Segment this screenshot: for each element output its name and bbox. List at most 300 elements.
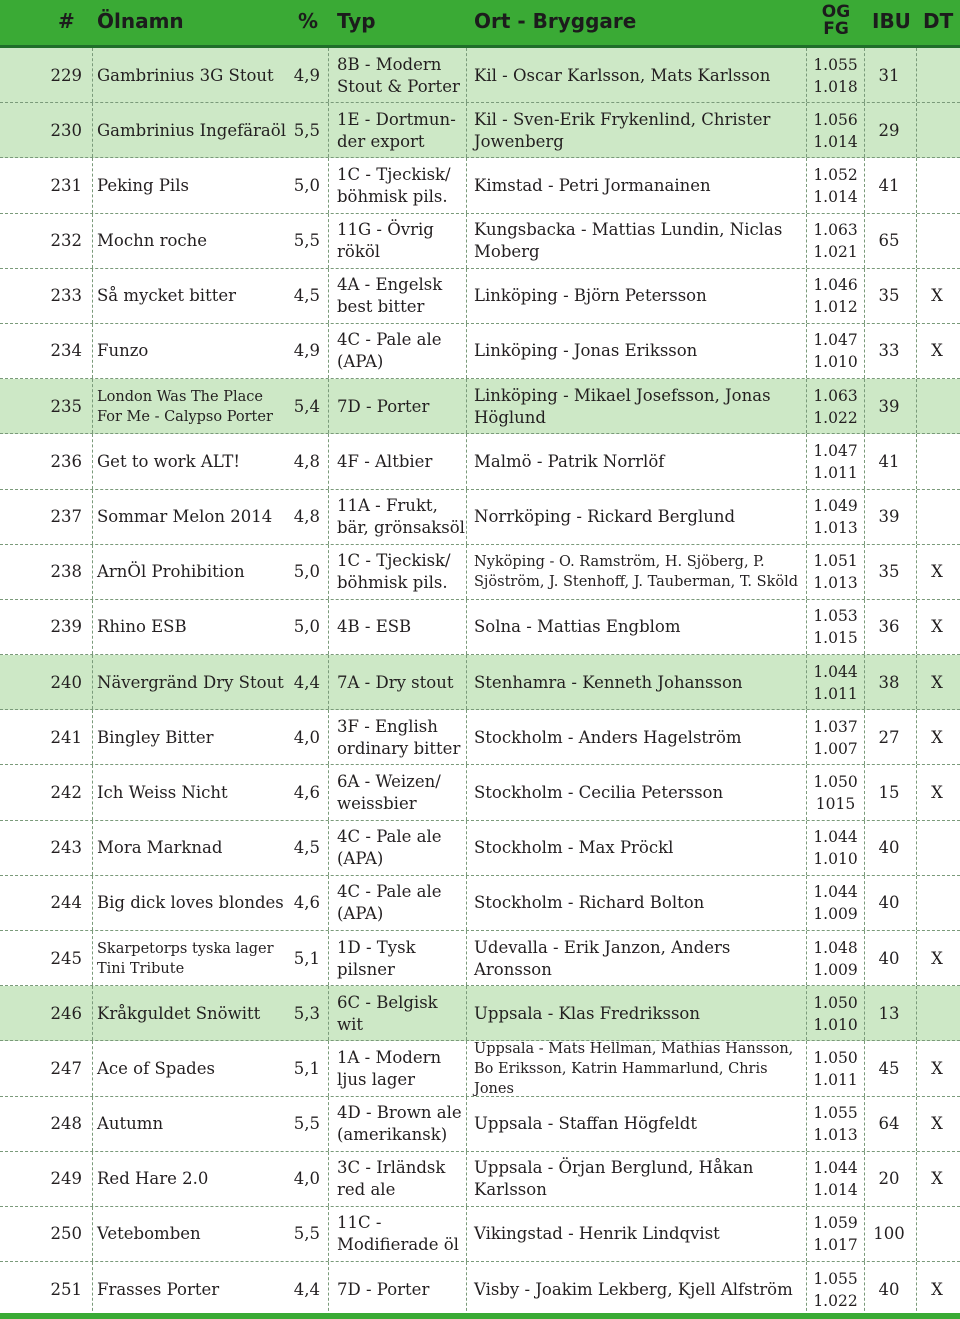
fg-value: 1.011: [813, 463, 858, 482]
beer-name: Rhino ESB: [97, 617, 187, 637]
fg-value: 1.022: [813, 408, 858, 427]
column-divider: [328, 1262, 329, 1316]
location-brewer: Linköping - Björn Petersson: [474, 286, 707, 306]
abv: 4,4: [293, 1279, 320, 1299]
abv: 4,6: [293, 782, 320, 802]
beer-name: Nävergränd Dry Stout: [97, 672, 284, 692]
location-brewer: Stenhamra - Kenneth Johansson: [474, 672, 743, 692]
column-divider: [864, 600, 865, 654]
beer-name: Peking Pils: [97, 175, 189, 195]
column-divider: [806, 103, 807, 157]
column-divider: [916, 1041, 917, 1095]
beer-name: Get to work ALT!: [97, 451, 240, 471]
location-brewer: Uppsala - Örjan Berglund, Håkan Karlsson: [474, 1158, 754, 1200]
table-row: [0, 765, 960, 820]
ibu: 41: [878, 451, 900, 471]
table-row: [0, 876, 960, 931]
column-divider: [806, 214, 807, 268]
dt-mark: [920, 490, 954, 545]
row-number: 248: [50, 1114, 82, 1134]
beer-name: Kråkguldet Snöwitt: [97, 1003, 261, 1023]
abv: 5,0: [293, 175, 320, 195]
beer-name: Funzo: [97, 341, 149, 361]
dt-mark: X: [931, 948, 943, 968]
column-divider: [92, 986, 93, 1040]
fg-value: 1.014: [813, 132, 858, 151]
dt-mark: [920, 821, 954, 876]
column-divider: [92, 876, 93, 930]
beer-name: Ace of Spades: [97, 1058, 215, 1078]
header-ibu: IBU: [872, 9, 911, 33]
location-brewer: Linköping - Jonas Eriksson: [474, 341, 698, 361]
column-divider: [806, 876, 807, 930]
column-divider: [328, 1097, 329, 1151]
row-number: 238: [50, 562, 82, 582]
fg-value: 1.011: [813, 684, 858, 703]
column-divider: [466, 876, 467, 930]
beer-style: 4D - Brown ale (amerikansk): [337, 1103, 462, 1145]
fg-value: 1015: [815, 794, 856, 813]
column-divider: [916, 765, 917, 819]
og-value: 1.055: [813, 55, 858, 74]
row-number: 239: [50, 617, 82, 637]
abv: 5,1: [293, 1058, 320, 1078]
column-divider: [466, 765, 467, 819]
column-divider: [92, 1041, 93, 1095]
column-divider: [92, 379, 93, 433]
column-divider: [916, 269, 917, 323]
column-divider: [92, 269, 93, 323]
location-brewer: Kimstad - Petri Jormanainen: [474, 175, 711, 195]
table-row: [0, 1152, 960, 1207]
column-divider: [328, 48, 329, 102]
column-divider: [328, 821, 329, 875]
column-divider: [328, 103, 329, 157]
location-brewer: Solna - Mattias Engblom: [474, 617, 681, 637]
beer-style: 7D - Porter: [337, 396, 430, 416]
column-divider: [328, 434, 329, 488]
location-brewer: Uppsala - Mats Hellman, Mathias Hansson, Bo Eriksson, Katrin Hammarlund, Chris Jones: [474, 1040, 794, 1097]
row-number: 241: [50, 727, 82, 747]
column-divider: [466, 1262, 467, 1316]
table-row: [0, 986, 960, 1041]
column-divider: [466, 821, 467, 875]
og-fg: [808, 986, 863, 1041]
fg-value: 1.010: [813, 1015, 858, 1034]
og-value: 1.044: [813, 662, 858, 681]
fg-value: 1.014: [813, 1181, 858, 1200]
og-value: 1.044: [813, 883, 858, 902]
beer-style: 11G - Övrig rököl: [337, 220, 434, 262]
column-divider: [328, 269, 329, 323]
column-divider: [864, 1097, 865, 1151]
og-fg: [808, 48, 863, 103]
column-divider: [864, 545, 865, 599]
location-brewer: Norrköping - Rickard Berglund: [474, 507, 736, 526]
column-divider: [916, 324, 917, 378]
column-divider: [92, 1207, 93, 1261]
row-number: 246: [50, 1003, 82, 1023]
row-number: 244: [50, 893, 82, 913]
beer-name: Autumn: [97, 1114, 164, 1134]
column-divider: [864, 931, 865, 985]
ibu: 35: [878, 286, 900, 306]
column-divider: [328, 765, 329, 819]
og-value: 1.055: [813, 1269, 858, 1288]
abv: 5,1: [293, 948, 320, 968]
og-fg: [808, 490, 863, 545]
table-row: [0, 1097, 960, 1152]
column-divider: [92, 765, 93, 819]
og-fg: [808, 600, 863, 655]
abv: 4,8: [293, 507, 320, 526]
table-row: [0, 931, 960, 986]
column-divider: [466, 545, 467, 599]
column-divider: [806, 1152, 807, 1206]
beer-name: Mochn roche: [97, 231, 208, 251]
beer-style: 8B - Modern Stout & Porter: [337, 54, 460, 96]
abv: 4,6: [293, 893, 320, 913]
table-row: [0, 490, 960, 545]
column-divider: [806, 765, 807, 819]
column-divider: [806, 1262, 807, 1316]
column-divider: [864, 158, 865, 212]
ibu: 38: [878, 672, 900, 692]
table-row: [0, 710, 960, 765]
og-value: 1.047: [813, 441, 858, 460]
column-divider: [806, 600, 807, 654]
og-fg: [808, 1152, 863, 1207]
column-divider: [916, 931, 917, 985]
beer-style: 3F - English ordinary bitter: [337, 716, 461, 758]
fg-value: 1.009: [813, 960, 858, 979]
location-brewer: Kil - Sven-Erik Frykenlind, Christer Jowenberg: [474, 109, 771, 151]
fg-value: 1.013: [813, 574, 858, 593]
og-value: 1.059: [813, 1214, 858, 1233]
fg-value: 1.017: [813, 1236, 858, 1255]
beer-name: Skarpetorps tyska lager Tini Tribute: [97, 940, 274, 977]
column-divider: [916, 490, 917, 544]
og-value: 1.050: [813, 1048, 858, 1067]
og-value: 1.051: [813, 552, 858, 571]
dt-mark: [920, 214, 954, 269]
column-divider: [466, 710, 467, 764]
abv: 4,0: [293, 1169, 320, 1189]
column-divider: [328, 655, 329, 709]
column-divider: [916, 158, 917, 212]
column-divider: [328, 379, 329, 433]
column-divider: [328, 1207, 329, 1261]
ibu: 20: [878, 1169, 900, 1189]
column-divider: [92, 48, 93, 102]
table-row: [0, 48, 960, 103]
column-divider: [916, 655, 917, 709]
column-divider: [328, 545, 329, 599]
abv: 5,5: [293, 120, 320, 140]
row-number: 236: [50, 451, 82, 471]
column-divider: [864, 1262, 865, 1316]
og-value: 1.050: [813, 772, 858, 791]
row-number: 237: [50, 507, 82, 526]
beer-name: Mora Marknad: [97, 838, 223, 858]
dt-mark: X: [931, 727, 943, 747]
location-brewer: Linköping - Mikael Josefsson, Jonas Höglund: [474, 385, 771, 427]
header-beer-name: Ölnamn: [97, 9, 184, 33]
column-divider: [328, 931, 329, 985]
column-divider: [916, 710, 917, 764]
row-number: 245: [50, 948, 82, 968]
og-fg: [808, 821, 863, 876]
og-value: 1.050: [813, 993, 858, 1012]
dt-mark: [920, 158, 954, 213]
dt-mark: [920, 1207, 954, 1262]
row-number: 232: [50, 231, 82, 251]
beer-name: Ich Weiss Nicht: [97, 782, 228, 802]
table-row: [0, 158, 960, 213]
fg-value: 1.014: [813, 187, 858, 206]
column-divider: [466, 1207, 467, 1261]
column-divider: [328, 1041, 329, 1095]
fg-value: 1.013: [813, 1126, 858, 1145]
row-number: 249: [50, 1169, 82, 1189]
header-abv: %: [298, 9, 319, 33]
location-brewer: Visby - Joakim Lekberg, Kjell Alfström: [474, 1279, 793, 1299]
beer-style: 11A - Frukt, bär, grönsaksöl: [337, 496, 465, 537]
og-value: 1.063: [813, 386, 858, 405]
column-divider: [806, 821, 807, 875]
row-number: 230: [50, 120, 82, 140]
beer-name: Gambrinius Ingefäraöl: [97, 120, 286, 140]
dt-mark: X: [931, 1279, 943, 1299]
column-divider: [806, 655, 807, 709]
column-divider: [864, 490, 865, 544]
og-fg: [808, 1207, 863, 1262]
dt-mark: X: [931, 617, 943, 637]
beer-name: ArnÖl Prohibition: [97, 562, 245, 582]
fg-value: 1.013: [813, 519, 858, 537]
beer-style: 1A - Modern ljus lager: [337, 1047, 442, 1089]
location-brewer: Kungsbacka - Mattias Lundin, Niclas Moberg: [474, 220, 783, 262]
row-number: 251: [50, 1279, 82, 1299]
column-divider: [92, 545, 93, 599]
row-number: 231: [50, 175, 82, 195]
og-value: 1.048: [813, 938, 858, 957]
abv: 5,5: [293, 1114, 320, 1134]
column-divider: [466, 490, 467, 544]
beer-name: Big dick loves blondes: [97, 893, 284, 913]
og-fg: [808, 158, 863, 213]
header-og-fg: [815, 4, 857, 49]
header-number: #: [58, 9, 75, 33]
table-row: [0, 1041, 960, 1096]
og-fg: [808, 765, 863, 820]
beer-style: 11C - Modifierade öl: [337, 1213, 459, 1255]
og-fg: [808, 214, 863, 269]
dt-mark: X: [931, 1058, 943, 1078]
column-divider: [864, 324, 865, 378]
column-divider: [864, 1152, 865, 1206]
column-divider: [328, 876, 329, 930]
location-brewer: Kil - Oscar Karlsson, Mats Karlsson: [474, 65, 771, 85]
column-divider: [916, 1207, 917, 1261]
row-number: 250: [50, 1224, 82, 1244]
column-divider: [466, 1041, 467, 1095]
og-value: 1.055: [813, 1104, 858, 1123]
column-divider: [864, 1041, 865, 1095]
table-row: [0, 1207, 960, 1262]
column-divider: [916, 103, 917, 157]
location-brewer: Stockholm - Cecilia Petersson: [474, 782, 724, 802]
table-row: [0, 1262, 960, 1317]
column-divider: [466, 434, 467, 488]
column-divider: [916, 434, 917, 488]
og-fg: [808, 710, 863, 765]
column-divider: [92, 600, 93, 654]
dt-mark: [920, 103, 954, 158]
column-divider: [466, 655, 467, 709]
og-fg: [808, 324, 863, 379]
column-divider: [466, 1097, 467, 1151]
og-value: 1.046: [813, 276, 858, 295]
og-value: 1.063: [813, 221, 858, 240]
location-brewer: Malmö - Patrik Norrlöf: [474, 451, 665, 471]
column-divider: [916, 545, 917, 599]
abv: 5,0: [293, 562, 320, 582]
column-divider: [92, 655, 93, 709]
column-divider: [806, 1207, 807, 1261]
beer-name: Vetebomben: [97, 1224, 201, 1244]
ibu: 31: [878, 65, 900, 85]
beer-name: Gambrinius 3G Stout: [97, 65, 274, 85]
column-divider: [806, 434, 807, 488]
table-row: [0, 600, 960, 655]
column-divider: [916, 1097, 917, 1151]
location-brewer: Stockholm - Richard Bolton: [474, 893, 705, 913]
beer-style: 3C - Irländsk red ale: [337, 1158, 446, 1200]
row-number: 234: [50, 341, 82, 361]
column-divider: [328, 710, 329, 764]
column-divider: [864, 379, 865, 433]
table-row: [0, 379, 960, 434]
fg-value: 1.010: [813, 850, 858, 869]
og-value: 1.052: [813, 165, 858, 184]
column-divider: [92, 931, 93, 985]
column-divider: [806, 48, 807, 102]
column-divider: [466, 986, 467, 1040]
column-divider: [864, 821, 865, 875]
beer-style: 1C - Tjeckisk/ böhmisk pils.: [337, 551, 451, 593]
beer-style: 4C - Pale ale (APA): [337, 330, 442, 372]
column-divider: [806, 1097, 807, 1151]
og-fg: [808, 931, 863, 986]
fg-value: 1.009: [813, 905, 858, 924]
og-value: 1.044: [813, 828, 858, 847]
column-divider: [916, 600, 917, 654]
column-divider: [466, 269, 467, 323]
column-divider: [864, 269, 865, 323]
ibu: 41: [878, 175, 900, 195]
og-fg: [808, 379, 863, 434]
ibu: 39: [878, 507, 900, 526]
header-style: Typ: [337, 9, 376, 33]
column-divider: [916, 1152, 917, 1206]
beer-name: Frasses Porter: [97, 1279, 220, 1299]
ibu: 100: [873, 1224, 905, 1244]
column-divider: [92, 1262, 93, 1316]
table-row: [0, 324, 960, 379]
dt-mark: X: [931, 562, 943, 582]
dt-mark: X: [931, 782, 943, 802]
beer-style: 7A - Dry stout: [337, 672, 454, 692]
column-divider: [806, 324, 807, 378]
row-number: 247: [50, 1058, 82, 1078]
beer-name: Sommar Melon 2014: [97, 507, 273, 526]
column-divider: [92, 214, 93, 268]
ibu: 15: [878, 782, 900, 802]
table-row: [0, 545, 960, 600]
location-brewer: Udevalla - Erik Janzon, Anders Aronsson: [474, 937, 731, 979]
fg-value: 1.018: [813, 77, 858, 96]
beer-style: 6C - Belgisk wit: [337, 992, 438, 1034]
beer-style: 7D - Porter: [337, 1279, 430, 1299]
column-divider: [916, 379, 917, 433]
column-divider: [466, 103, 467, 157]
column-divider: [806, 490, 807, 544]
location-brewer: Vikingstad - Henrik Lindqvist: [474, 1224, 720, 1244]
ibu: 40: [878, 948, 900, 968]
column-divider: [466, 158, 467, 212]
ibu: 13: [878, 1003, 900, 1023]
column-divider: [328, 324, 329, 378]
beer-style: 4C - Pale ale (APA): [337, 827, 442, 869]
column-divider: [864, 986, 865, 1040]
column-divider: [864, 214, 865, 268]
location-brewer: Stockholm - Max Pröckl: [474, 838, 674, 858]
column-divider: [466, 379, 467, 433]
beer-style: 1D - Tysk pilsner: [337, 937, 416, 979]
beer-name: Bingley Bitter: [97, 727, 214, 747]
column-divider: [92, 710, 93, 764]
row-number: 235: [50, 396, 82, 416]
column-divider: [864, 710, 865, 764]
abv: 4,9: [293, 341, 320, 361]
header-location-brewer: Ort - Bryggare: [474, 9, 637, 33]
column-divider: [92, 821, 93, 875]
beer-style: 4A - Engelsk best bitter: [337, 275, 443, 317]
column-divider: [916, 1262, 917, 1316]
column-divider: [806, 158, 807, 212]
column-divider: [328, 214, 329, 268]
column-divider: [806, 710, 807, 764]
og-value: 1.037: [813, 717, 858, 736]
column-divider: [806, 986, 807, 1040]
row-number: 242: [50, 782, 82, 802]
og-fg: [808, 434, 863, 489]
fg-value: 1.022: [813, 1291, 858, 1310]
column-divider: [328, 158, 329, 212]
ibu: 40: [878, 1279, 900, 1299]
og-value: 1.044: [813, 1159, 858, 1178]
column-divider: [466, 931, 467, 985]
ibu: 45: [878, 1058, 900, 1078]
column-divider: [864, 655, 865, 709]
beer-name: Red Hare 2.0: [97, 1169, 209, 1189]
og-fg: [808, 103, 863, 158]
abv: 4,9: [293, 65, 320, 85]
dt-mark: [920, 48, 954, 103]
column-divider: [92, 158, 93, 212]
ibu: 65: [878, 231, 900, 251]
